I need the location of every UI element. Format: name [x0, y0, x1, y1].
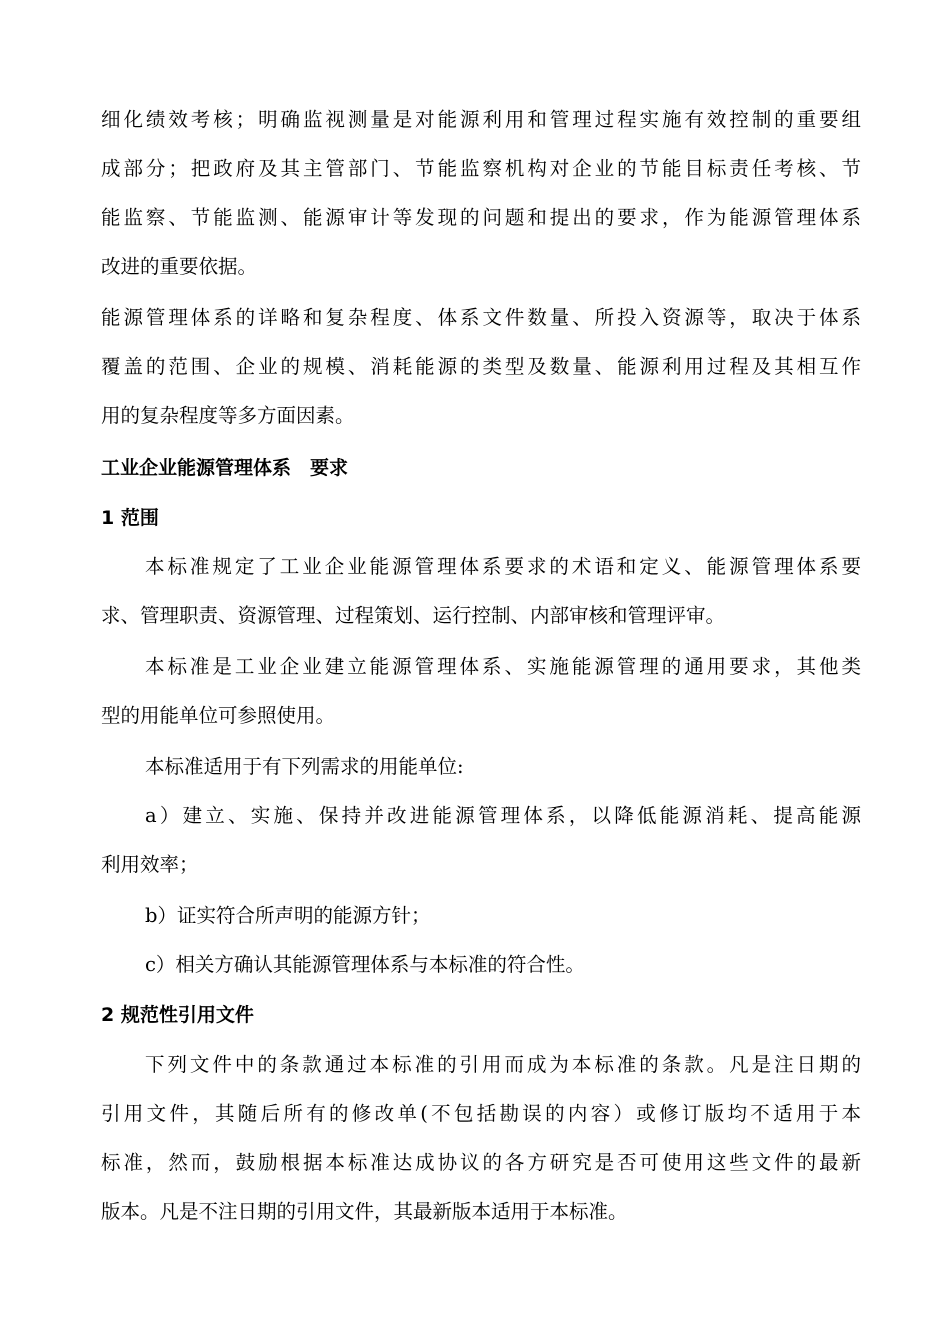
section-2-heading: 2 规范性引用文件 [101, 1004, 254, 1026]
section-1-item-c: c）相关方确认其能源管理体系与本标准的符合性。 [145, 953, 585, 976]
intro-paragraph-1-line-2: 成部分；把政府及其主管部门、节能监察机构对企业的节能目标责任考核、节 [101, 157, 861, 180]
section-2-paragraph-1-line-1: 下列文件中的条款通过本标准的引用而成为本标准的条款。凡是注日期的 [145, 1053, 861, 1076]
section-1-paragraph-2-line-1: 本标准是工业企业建立能源管理体系、实施能源管理的通用要求，其他类 [145, 655, 861, 678]
section-1-paragraph-3: 本标准适用于有下列需求的用能单位: [145, 755, 464, 778]
section-1-paragraph-2-line-2: 型的用能单位可参照使用。 [101, 704, 336, 727]
section-1-paragraph-1-line-1: 本标准规定了工业企业能源管理体系要求的术语和定义、能源管理体系要 [145, 555, 861, 578]
section-2-paragraph-1-line-3: 标准，然而，鼓励根据本标准达成协议的各方研究是否可使用这些文件的最新 [101, 1151, 861, 1174]
section-1-item-b: b）证实符合所声明的能源方针； [145, 904, 431, 927]
section-1-heading: 1 范围 [101, 507, 159, 529]
intro-paragraph-1-line-3: 能监察、节能监测、能源审计等发现的问题和提出的要求，作为能源管理体系 [101, 206, 861, 229]
section-1-paragraph-1-line-2: 求、管理职责、资源管理、过程策划、运行控制、内部审核和管理评审。 [101, 604, 726, 627]
section-1-item-a-line-1: a）建立、实施、保持并改进能源管理体系，以降低能源消耗、提高能源 [145, 804, 861, 827]
intro-paragraph-2-line-3: 用的复杂程度等多方面因素。 [101, 404, 355, 427]
section-1-item-a-line-2: 利用效率； [101, 853, 199, 876]
intro-paragraph-1-line-4: 改进的重要依据。 [101, 255, 258, 278]
intro-paragraph-1-line-1: 细化绩效考核；明确监视测量是对能源利用和管理过程实施有效控制的重要组 [101, 108, 861, 131]
document-title: 工业企业能源管理体系 要求 [101, 457, 349, 479]
section-2-paragraph-1-line-2: 引用文件，其随后所有的修改单(不包括勘误的内容）或修订版均不适用于本 [101, 1102, 861, 1125]
intro-paragraph-2-line-2: 覆盖的范围、企业的规模、消耗能源的类型及数量、能源利用过程及其相互作 [101, 355, 861, 378]
section-2-paragraph-1-line-4: 版本。凡是不注日期的引用文件，其最新版本适用于本标准。 [101, 1200, 628, 1223]
intro-paragraph-2-line-1: 能源管理体系的详略和复杂程度、体系文件数量、所投入资源等，取决于体系 [101, 306, 861, 329]
